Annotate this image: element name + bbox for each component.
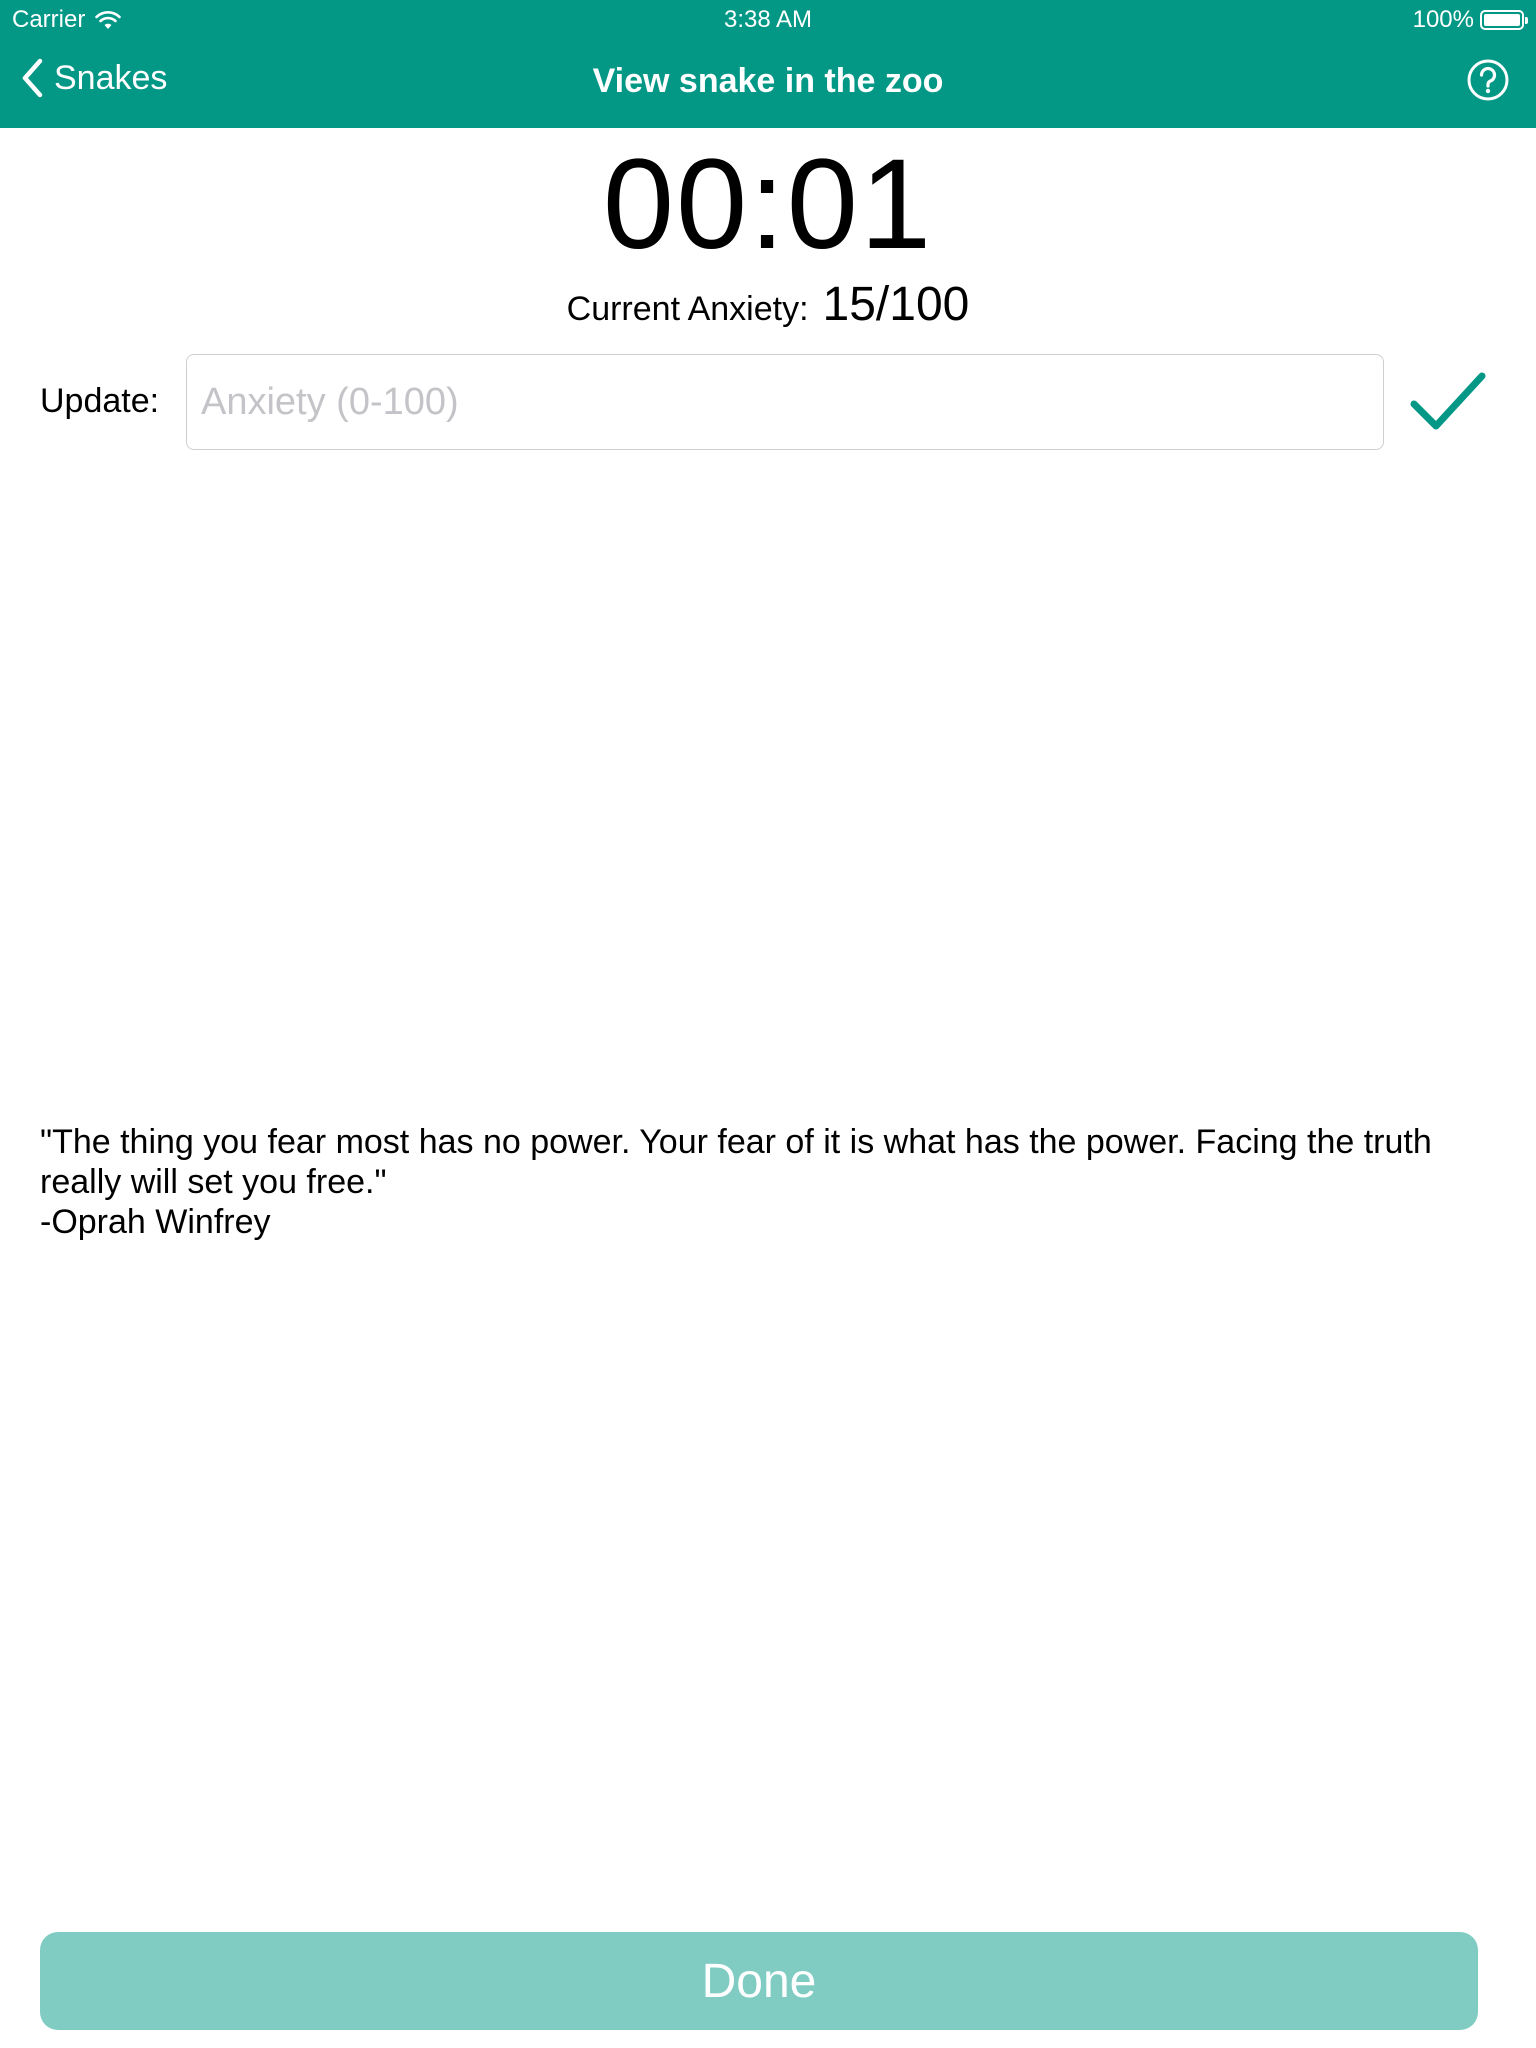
- quote-author: -Oprah Winfrey: [40, 1203, 271, 1241]
- update-label: Update:: [40, 382, 160, 420]
- status-time: 3:38 AM: [723, 6, 813, 33]
- quote-text: "The thing you fear most has no power. Your fear of it is what has the power. Facing the truth really will set you free.": [40, 1123, 1432, 1201]
- carrier-label: Carrier: [12, 6, 86, 33]
- battery-icon: [1480, 10, 1524, 30]
- status-bar: [0, 0, 1536, 40]
- top-bar: [0, 0, 1536, 128]
- elapsed-timer: 00:01: [602, 133, 934, 276]
- page-title: View snake in the zoo: [592, 62, 944, 100]
- anxiety-input[interactable]: [186, 354, 1384, 450]
- checkmark-icon[interactable]: [1410, 370, 1486, 434]
- current-anxiety-label: Current Anxiety:: [566, 290, 809, 328]
- help-icon[interactable]: [1466, 58, 1510, 102]
- nav-bar: [0, 40, 1536, 128]
- back-button-label: Snakes: [54, 58, 168, 97]
- battery-percent: 100%: [1412, 6, 1474, 33]
- status-right: [1413, 6, 1524, 34]
- current-anxiety: [0, 275, 1536, 346]
- quote: [40, 1122, 1496, 1242]
- current-anxiety-value: 15/100: [822, 278, 970, 331]
- done-button[interactable]: Done: [40, 1932, 1478, 2030]
